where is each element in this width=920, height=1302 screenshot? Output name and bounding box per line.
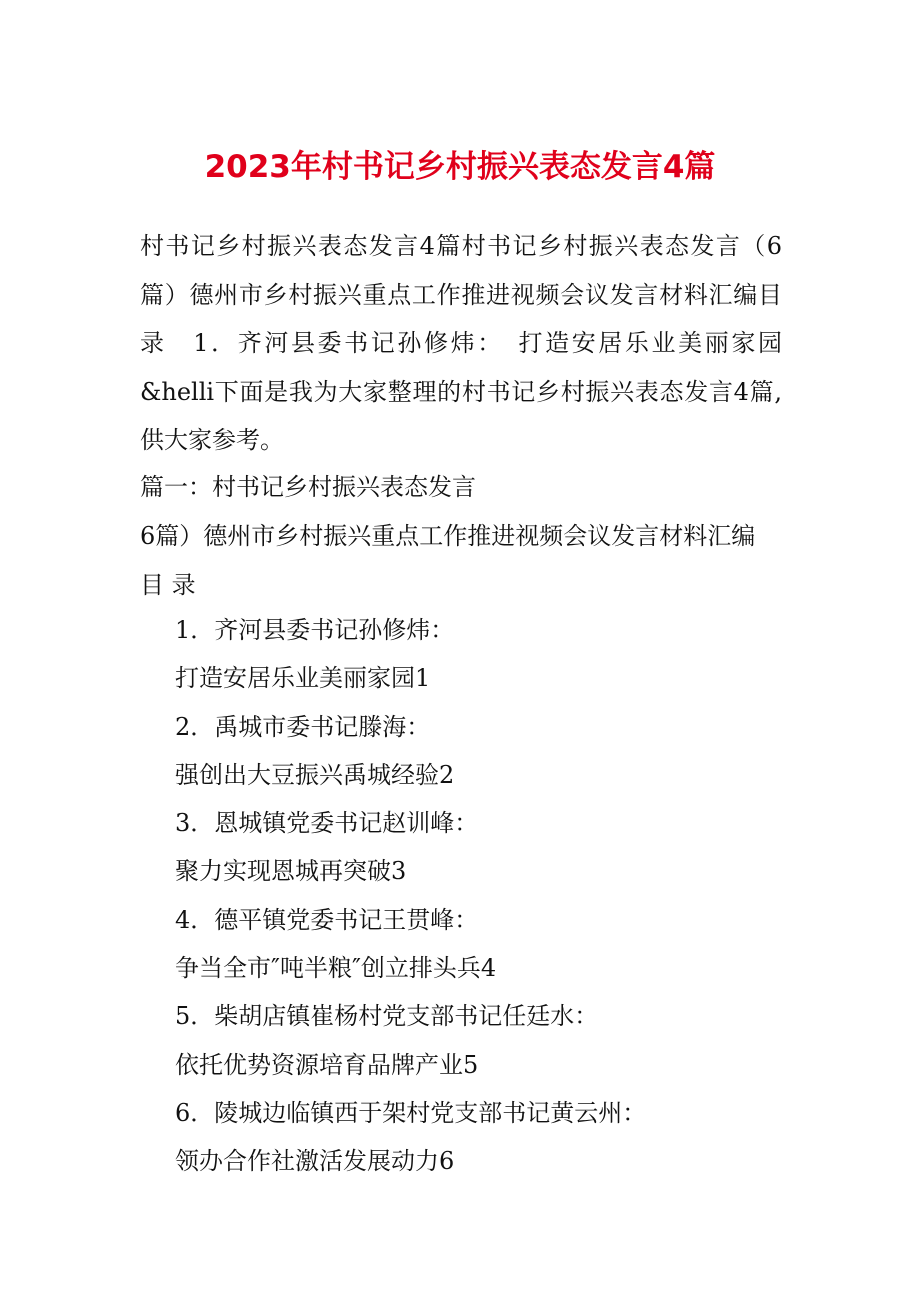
toc-speaker: 6．陵城边临镇西于架村党支部书记黄云州： [175,1098,647,1127]
toc-speaker: 4．德平镇党委书记王贯峰： [175,905,479,934]
toc-topic: 争当全市″吨半粮″创立排头兵4 [175,954,497,983]
toc-topic: 依托优势资源培育品牌产业5 [175,1050,479,1079]
toc-topic: 聚力实现恩城再突破3 [175,857,407,886]
toc-topic: 领办合作社激活发展动力6 [175,1147,455,1176]
toc-item [175,799,815,896]
toc-speaker: 2．禹城市委书记滕海： [175,712,431,741]
toc-speaker: 3．恩城镇党委书记赵训峰： [175,809,479,838]
toc-item [175,606,815,703]
toc-item [175,992,815,1089]
toc-topic: 强创出大豆振兴禹城经验2 [175,760,455,789]
toc-item [175,703,815,800]
section-subtitle: 6篇）德州市乡村振兴重点工作推进视频会议发言材料汇编 目 录 [140,522,756,599]
document-title: 2023年村书记乡村振兴表态发言4篇 [204,149,716,185]
toc-topic: 打造安居乐业美丽家园1 [175,664,431,693]
table-of-contents [175,606,815,1186]
intro-paragraph: 村书记乡村振兴表态发言4篇村书记乡村振兴表态发言（6篇）德州市乡村振兴重点工作推进视频会议发言材料汇编目录 1．齐河县委书记孙修炜： 打造安居乐业美丽家园&helli下面是我为大家整理的村书记乡村振兴表态发言4篇,供大家参考。 [140,232,782,454]
toc-speaker: 5．柴胡店镇崔杨村党支部书记任廷水： [175,1002,599,1031]
section-title: 篇一：村书记乡村振兴表态发言 [140,473,476,501]
toc-speaker: 1．齐河县委书记孙修炜： [175,616,455,644]
toc-item [175,896,815,993]
toc-item [175,1089,815,1186]
